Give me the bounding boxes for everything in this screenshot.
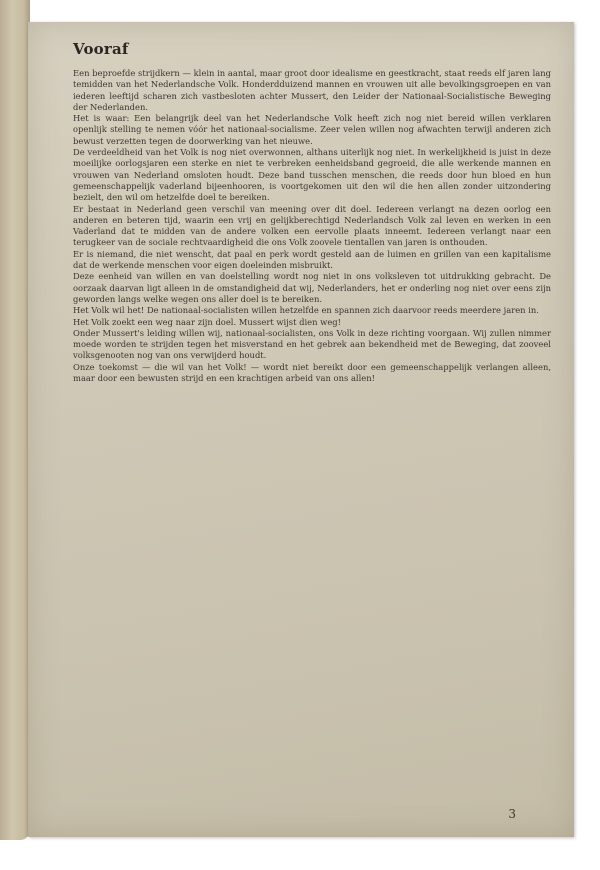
paragraph: De verdeeldheid van het Volk is nog niet overwonnen, althans uiterlijk nog niet. In werkelijkheid is juist in deze moeilijke oorlogsjaren een sterke en niet te verbreken eenheidsband gegroeid, die alle werkende mannen en vrouwen van Nederland omsloten houdt. Deze band tusschen menschen, die reeds door hun bloed en hun gemeenschappelijk vaderland bijeenhooren, is voortgekomen uit den wil die hen allen zonder uitzondering bezielt, den wil om hetzelfde doel te bereiken. bbox=[73, 147, 551, 203]
paragraph: Er bestaat in Nederland geen verschil van meening over dit doel. Iedereen verlangt na dezen oorlog een anderen en beteren tijd, waarin een vrij en gelijkberechtigd Nederlandsch Volk zal leven en werken in een Vaderland dat te midden van de andere volken een eervolle plaats inneemt. Iedereen verlangt naar een terugkeer van de sociale rechtvaardigheid die ons Volk zoovele tientallen van jaren is onthouden. bbox=[73, 203, 551, 248]
page-number: 3 bbox=[508, 807, 516, 821]
paragraph: Onze toekomst — die wil van het Volk! — wordt niet bereikt door een gemeenschappelijk verlangen alleen, maar door een bewusten strijd en een krachtigen arbeid van ons allen! bbox=[73, 361, 551, 384]
paragraph: Het is waar: Een belangrijk deel van het Nederlandsche Volk heeft zich nog niet bereid willen verklaren openlijk stelling te nemen vóór het nationaal-socialisme. Zeer velen willen nog afwachten terwijl anderen zich bewust verzetten tegen de doorwerking van het nieuwe. bbox=[73, 113, 551, 146]
paragraph: Het Volk wil het! De nationaal-socialisten willen hetzelfde en spannen zich daarvoor reeds meerdere jaren in. bbox=[73, 305, 539, 316]
book-spine bbox=[0, 0, 30, 840]
paragraph: Er is niemand, die niet wenscht, dat paal en perk wordt gesteld aan de luimen en grillen van een kapitalisme dat de werkende menschen voor eigen doeleinden misbruikt. bbox=[73, 248, 551, 271]
paragraph: Onder Mussert's leiding willen wij, nationaal-socialisten, ons Volk in deze richting voorgaan. Wij zullen nimmer moede worden te strijden tegen het misverstand en het gebrek aan bekendheid met de Beweging, dat zooveel volksgenooten nog van ons verwijderd houdt. bbox=[73, 327, 551, 361]
paragraph: Het Volk zoekt een weg naar zijn doel. Mussert wijst dien weg! bbox=[73, 316, 342, 327]
page-title: Vooraf bbox=[73, 40, 129, 58]
body-text bbox=[73, 68, 551, 384]
paragraph: Deze eenheid van willen en van doelstelling wordt nog niet in ons volksleven tot uitdrukking gebracht. De oorzaak daarvan ligt alleen in de omstandigheid dat wij, Nederlanders, het er onderling nog niet over eens zijn geworden langs welke wegen ons aller doel is te bereiken. bbox=[73, 271, 551, 304]
page-content bbox=[73, 40, 551, 384]
paragraph: Een beproefde strijdkern — klein in aantal, maar groot door idealisme en geestkracht, staat reeds elf jaren lang temidden van het Nederlandsche Volk. Honderdduizend mannen en vrouwen uit alle bevolkingsgroepen en van iederen leeftijd scharen zich vastbesloten achter Mussert, den Leider der Nationaal-Socialistische Beweging der Nederlanden. bbox=[73, 68, 551, 112]
document-page bbox=[28, 22, 574, 837]
